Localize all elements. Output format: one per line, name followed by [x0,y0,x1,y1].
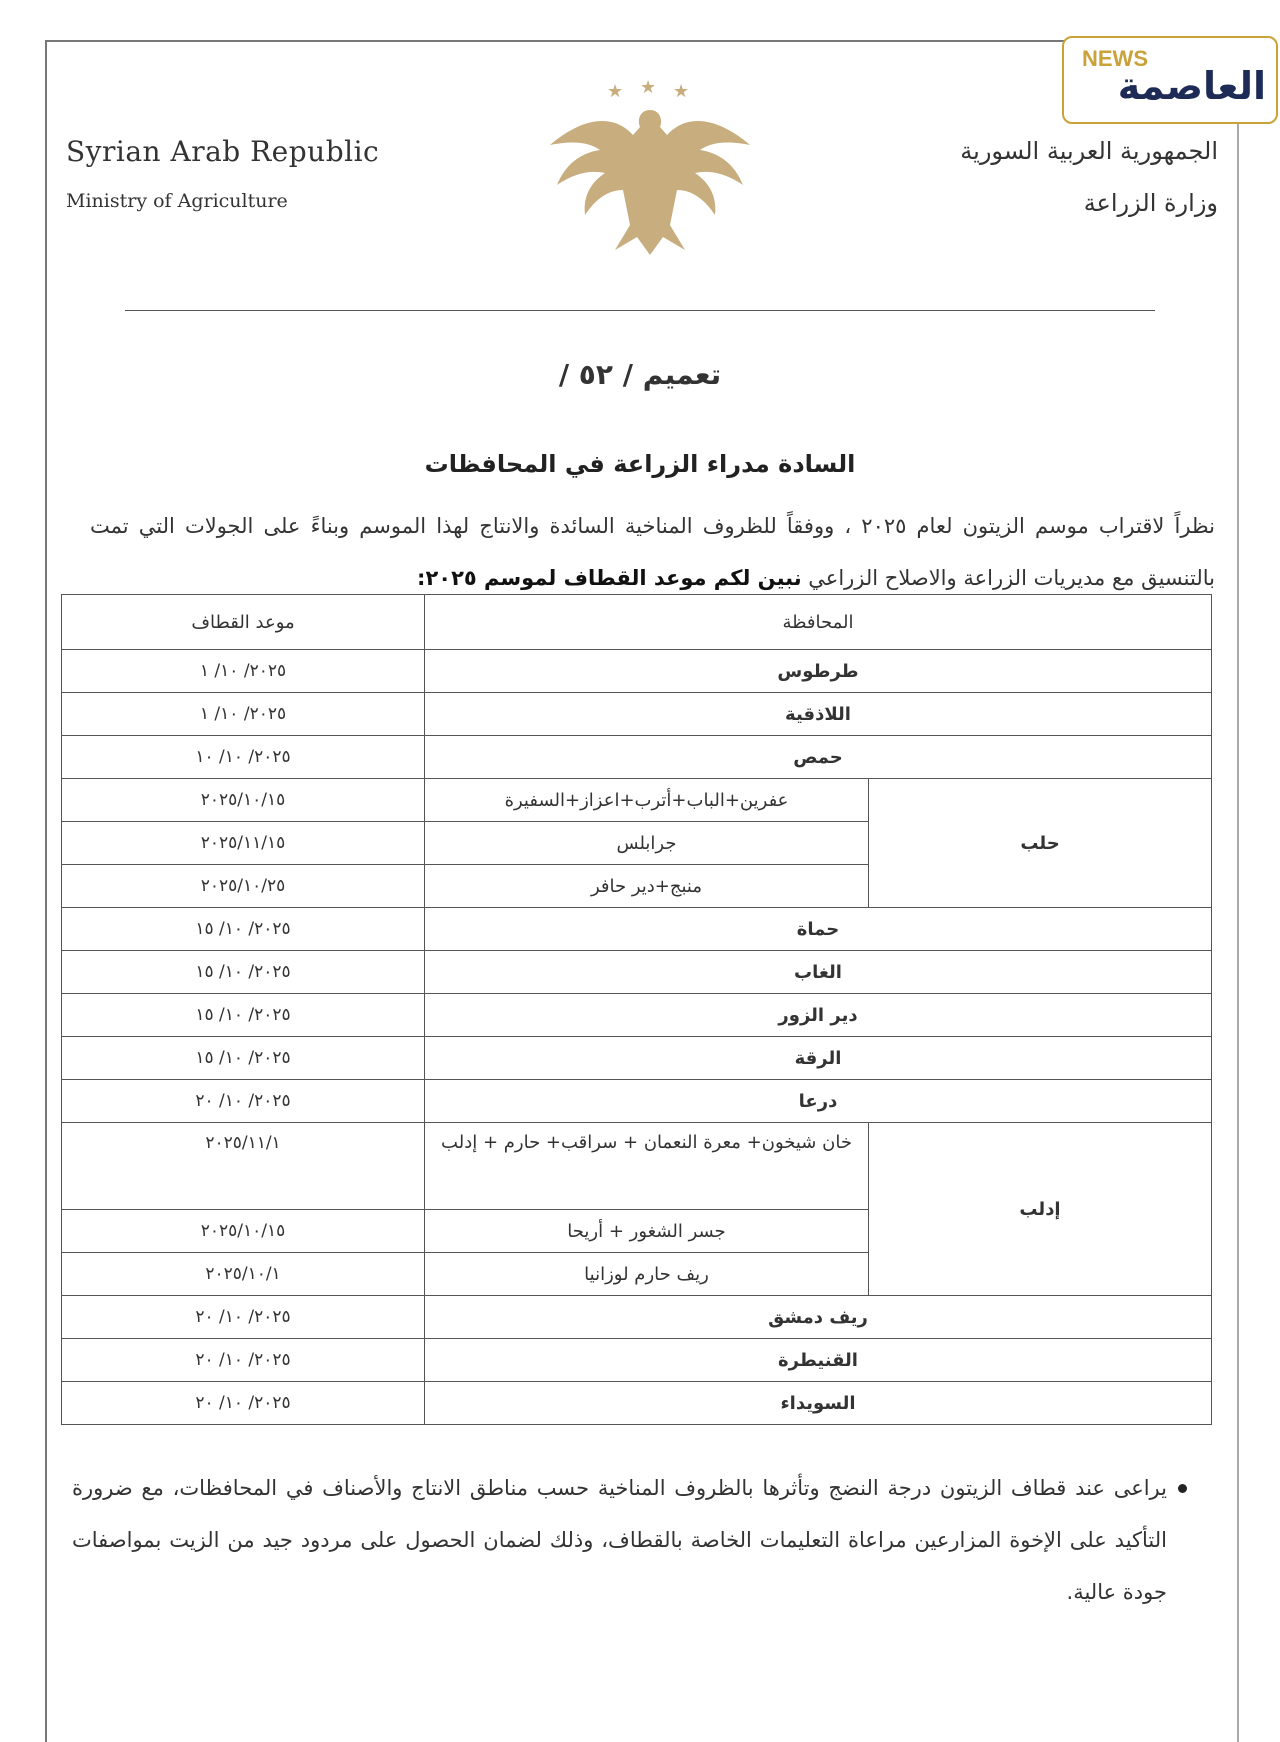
date-cell: ٢٠٢٥/١١/١ [62,1123,425,1210]
header-ar-subtitle: وزارة الزراعة [1083,189,1218,217]
area-cell: خان شيخون+ معرة النعمان + سراقب+ حارم + إدلب [425,1123,869,1210]
table-row [62,1080,1212,1123]
area-cell: منبج+دير حافر [425,865,869,908]
watermark-logo [1062,36,1278,124]
date-cell: ٢٠٢٥/ ١٠/ ١ [62,650,425,693]
governorate-cell: طرطوس [425,650,1212,693]
date-cell: ٢٠٢٥/١٠/١ [62,1253,425,1296]
date-cell: ٢٠٢٥/ ١٠/ ١ [62,693,425,736]
governorate-cell: درعا [425,1080,1212,1123]
intro-text: نظراً لاقتراب موسم الزيتون لعام ٢٠٢٥ ، ووفقاً للظروف المناخية السائدة والانتاج لهذا الموسم وبناءً على الجولات التي تمت بالتنسيق مع مديريات الزراعة والاصلاح الزراعي [90,514,1215,590]
date-cell: ٢٠٢٥/ ١٠/ ٢٠ [62,1080,425,1123]
circular-number: تعميم / ٥٢ / [558,358,722,391]
table-row [62,994,1212,1037]
date-cell: ٢٠٢٥/١٠/٢٥ [62,865,425,908]
date-cell: ٢٠٢٥/١٠/١٥ [62,1210,425,1253]
table-row [62,1296,1212,1339]
governorate-cell: السويداء [425,1382,1212,1425]
header-ar-title: الجمهورية العربية السورية [960,137,1218,165]
header-divider [125,310,1155,311]
intro-bold-text: نبين لكم موعد القطاف لموسم ٢٠٢٥: [417,566,802,590]
governorate-cell: ريف دمشق [425,1296,1212,1339]
header-en-title: Syrian Arab Republic [66,135,380,168]
area-cell: ريف حارم لوزانيا [425,1253,869,1296]
date-cell: ٢٠٢٥/ ١٠/ ١٥ [62,994,425,1037]
governorate-cell: حماة [425,908,1212,951]
addressee: السادة مدراء الزراعة في المحافظات [424,450,856,478]
table-row [62,908,1212,951]
date-cell: ٢٠٢٥/ ١٠/ ٢٠ [62,1382,425,1425]
area-cell: جرابلس [425,822,869,865]
svg-text:★: ★ [607,81,624,102]
intro-paragraph [90,500,1215,604]
date-cell: ٢٠٢٥/١٠/١٥ [62,779,425,822]
date-cell: ٢٠٢٥/١١/١٥ [62,822,425,865]
table-row [62,1382,1212,1425]
table-header-row [62,595,1212,650]
eagle-emblem-icon [545,75,755,260]
table-row [62,779,1212,822]
governorate-cell: حلب [869,779,1212,908]
harvest-schedule-table [61,594,1212,1425]
header-en-subtitle: Ministry of Agriculture [66,190,288,212]
governorate-cell: حمص [425,736,1212,779]
header-governorate: المحافظة [425,595,1212,650]
date-cell: ٢٠٢٥/ ١٠/ ١٥ [62,1037,425,1080]
date-cell: ٢٠٢٥/ ١٠/ ١٠ [62,736,425,779]
svg-text:★: ★ [673,81,690,102]
table-row [62,1123,1212,1210]
governorate-cell: دير الزور [425,994,1212,1037]
date-cell: ٢٠٢٥/ ١٠/ ١٥ [62,951,425,994]
watermark-arabic-text: العاصمة [1117,64,1266,108]
governorate-cell: الغاب [425,951,1212,994]
governorate-cell: إدلب [869,1123,1212,1296]
area-cell: عفرين+الباب+أترب+اعزاز+السفيرة [425,779,869,822]
note-bullet: يراعى عند قطاف الزيتون درجة النضج وتأثرها بالظروف المناخية حسب مناطق الانتاج والأصناف في المحافظات، مع ضرورة التأكيد على الإخوة المزارعين مراعاة التعليمات الخاصة بالقطاف، وذلك لضمان الحصول على مردود جيد من الزيت بمواصفات جودة عالية. [72,1462,1187,1618]
table-row [62,951,1212,994]
governorate-cell: اللاذقية [425,693,1212,736]
table-row [62,736,1212,779]
area-cell: جسر الشغور + أريحا [425,1210,869,1253]
table-row [62,693,1212,736]
date-cell: ٢٠٢٥/ ١٠/ ١٥ [62,908,425,951]
table-row [62,1339,1212,1382]
header-date: موعد القطاف [62,595,425,650]
svg-text:★: ★ [640,77,657,98]
table-row [62,650,1212,693]
date-cell: ٢٠٢٥/ ١٠/ ٢٠ [62,1296,425,1339]
date-cell: ٢٠٢٥/ ١٠/ ٢٠ [62,1339,425,1382]
governorate-cell: الرقة [425,1037,1212,1080]
table-row [62,1037,1212,1080]
watermark-news-text: NEWS [1082,46,1148,71]
governorate-cell: القنيطرة [425,1339,1212,1382]
